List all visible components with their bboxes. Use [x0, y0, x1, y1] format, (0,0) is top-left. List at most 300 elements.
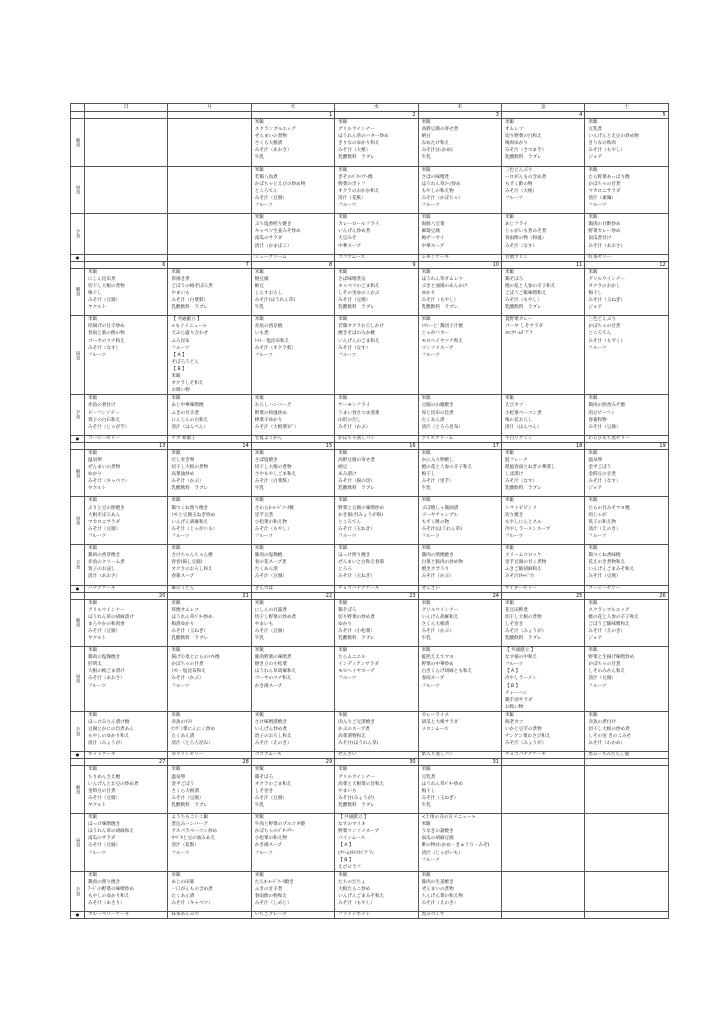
menu-item: 金時豆の甘煮 [88, 788, 116, 794]
menu-item: いんげんとえ豆の炒め物 [588, 134, 639, 140]
lunch-cell [335, 316, 418, 395]
snack-marker: ● [71, 254, 85, 261]
menu-item: 鮭照ええてマヨ [421, 655, 454, 661]
menu-item: 海老カツ [504, 720, 524, 726]
menu-item: 米飯 [88, 767, 98, 773]
menu-item: フルーツ [88, 850, 107, 856]
menu-item: みそ汁（あおさ） [88, 676, 125, 682]
menu-item: かぼちゃの甘煮 [171, 662, 204, 668]
menu-item: 温泉卵 [588, 457, 603, 463]
lunch-cell [168, 814, 251, 872]
menu-item: ほうれん草オムレツ [421, 276, 463, 282]
menu-item: いんげんごまみそ和え [338, 894, 385, 900]
menu-item: メロンムース [421, 727, 449, 733]
menu-item: 米飯 [254, 120, 264, 125]
menu-item: 米飯 [338, 767, 348, 773]
dinner-cell [251, 395, 334, 436]
menu-item: 南瓜煮付け [588, 236, 612, 242]
menu-item: 米飯 [338, 600, 348, 606]
menu-item: 焼豆腐 [254, 276, 269, 282]
menu-item: 鶏手羽サラダ [504, 697, 533, 703]
menu-item: ちりめんさえ焼 [88, 774, 121, 780]
menu-item: かき揚げ(みょうが和) [338, 512, 384, 518]
date-row-corner [71, 592, 85, 599]
dinner-cell [251, 871, 334, 912]
menu-item: 米飯 [338, 546, 348, 551]
menu-item: 豚肉の塩麹焼 [254, 553, 283, 559]
menu-item: 切り焼き [504, 512, 524, 518]
date-number: 15 [251, 442, 334, 449]
menu-item: かき揚スープ [254, 683, 282, 689]
menu-item: みそ汁（豆腐） [88, 843, 121, 849]
dinner-label: 夕食 [71, 395, 85, 436]
menu-item: さくら大根漬 [254, 141, 283, 147]
menu-item: ごぼうご飯味噌和え [504, 290, 547, 296]
menu-item: オクラのおかし [588, 283, 621, 289]
menu-item: 南瓜の胡麻豆腐 [421, 836, 454, 842]
lunch-cell [501, 497, 584, 545]
menu-item: スクランブルエッグ [254, 127, 296, 133]
lunch-row [71, 166, 669, 214]
menu-item: オクラしそ和え [171, 381, 204, 387]
menu-item: 米飯 [254, 546, 264, 551]
breakfast-row [71, 268, 669, 316]
date-number: 29 [251, 759, 334, 766]
menu-item: しば漬け [504, 472, 524, 478]
breakfast-cell [85, 119, 168, 167]
snack-cell: きんつば [251, 585, 334, 592]
menu-item: 米飯 [588, 396, 598, 402]
date-number: 23 [335, 592, 418, 599]
menu-item: 豆腐の山椒焼き [421, 403, 454, 409]
menu-item: パインムース [338, 836, 366, 842]
dinner-cell [85, 711, 168, 752]
breakfast-cell [251, 119, 334, 167]
snack-cell: 紅茶ゼリー [585, 254, 668, 261]
snack-cell: ホットケーキ [85, 752, 168, 759]
menu-item: 米飯 [338, 450, 348, 456]
menu-item: あじ中華味噌焼 [171, 403, 204, 409]
menu-item: 梅漬ゆかり [171, 621, 195, 627]
dinner-cell [585, 395, 668, 436]
menu-item: みそ汁（かぶ） [338, 424, 371, 430]
menu-item: いんげんごまみそ和え [588, 567, 635, 573]
menu-item: お吸い物 [171, 388, 190, 394]
menu-item: 豚肉の生姜焼き [421, 879, 454, 885]
menu-item: 乳酸飲料 ラブレ [338, 486, 375, 492]
menu-item: いんげんのごま和え [338, 338, 380, 344]
menu-item: もやしのゆかり和え [88, 894, 130, 900]
menu-item: さばの味噌煮 [421, 174, 450, 180]
snack-cell: ぜんざい [418, 585, 501, 592]
menu-item: ﾒﾛﾝｸﾘｰﾑﾀﾞﾃﾞﾅ [504, 331, 533, 337]
lunch-cell [335, 166, 418, 214]
menu-item: 大豆みそ [338, 236, 357, 242]
menu-item: 米飯 [421, 872, 431, 878]
menu-item: 鮭フレーク [504, 457, 528, 463]
menu-item: みそ汁（白菜麩） [254, 479, 292, 485]
menu-item: みそ汁（玉ねぎ） [588, 298, 626, 304]
menu-item: 米飯 [421, 546, 431, 551]
weekday-header-row [71, 104, 669, 112]
menu-item: ふきの甘辛煮 [171, 410, 199, 416]
menu-item: さけちゃんちゃん焼 [171, 553, 213, 559]
menu-item: ﾄﾏﾄ一塩昆布和え [171, 669, 206, 675]
monthly-menu-table [70, 103, 668, 942]
menu-item: みそ汁（豆腐） [171, 795, 204, 801]
menu-item: 清汁（あおさ） [88, 574, 121, 580]
dinner-row [71, 871, 669, 912]
snack-cell: バナナケーキ [85, 585, 168, 592]
menu-item: 切干し大根の煮物 [88, 283, 125, 289]
menu-item: 豆乳煮 [588, 127, 603, 133]
snack-marker: ● [71, 435, 85, 442]
lunch-cell [85, 166, 168, 214]
snack-cell: 抹茶あんみつ [168, 912, 251, 919]
menu-item: サーモンフライ [338, 403, 371, 409]
menu-item: 米飯 [421, 167, 431, 173]
menu-item: 高野豆腐の寄せ煮 [421, 127, 459, 133]
snack-cell: 紫入り蒸しパン [418, 752, 501, 759]
menu-item: 乳酸飲料 ラブレ [338, 635, 375, 641]
menu-item: 小松菜の和え物 [254, 519, 287, 525]
menu-item: 米飯 [88, 648, 98, 654]
menu-item: フルーツ [88, 352, 107, 358]
menu-item: みそ汁（わかめ） [588, 741, 626, 747]
menu-item: ふきご飯胡麻和え [504, 567, 542, 573]
menu-item: 白菜と豚肉の炒め物 [421, 560, 463, 566]
menu-item: 米飯 [588, 215, 598, 221]
menu-item: 中華スープ [338, 243, 361, 249]
snack-cell: 牛白リグミン [501, 435, 584, 442]
menu-item: 切干し野菜の炒め煮 [254, 614, 297, 620]
menu-item: いかと豆芋の煮物 [504, 727, 542, 733]
breakfast-label: 朝食 [71, 268, 85, 316]
menu-item: グリルウインナー [588, 276, 625, 282]
menu-item: 米飯 [588, 167, 598, 173]
menu-item: 米飯 [338, 317, 348, 323]
menu-item: 米飯 [171, 712, 181, 718]
snack-row [71, 585, 669, 592]
lunch-label: 昼食 [71, 316, 85, 395]
menu-item: オクラのおかか和え [338, 188, 380, 194]
dinner-row [71, 214, 669, 255]
menu-item: みそ汁(みょうが) [338, 795, 374, 801]
date-number [501, 759, 584, 766]
menu-item: マカロニサラダ [588, 188, 621, 194]
date-number: 9 [335, 261, 418, 268]
date-number: 27 [85, 759, 168, 766]
date-number: 18 [501, 442, 584, 449]
menu-item: 米飯 [421, 269, 431, 275]
date-number: 25 [501, 592, 584, 599]
menu-item: 乳酸飲料 ラブレ [338, 305, 375, 311]
snack-cell [501, 912, 584, 919]
lunch-cell [418, 316, 501, 395]
breakfast-cell [85, 599, 168, 647]
lunch-cell [85, 316, 168, 395]
menu-item: うなぎの蒲焼き [421, 829, 454, 835]
menu-item: ゆかり [88, 472, 102, 478]
date-number [585, 759, 668, 766]
dinner-cell [85, 214, 168, 255]
date-number: 1 [251, 112, 334, 119]
breakfast-cell [335, 766, 418, 814]
date-number: 10 [418, 261, 501, 268]
menu-item: フルーツ [421, 533, 440, 539]
menu-item: 乳酸飲料 ラブレ [504, 486, 542, 492]
date-number: 22 [251, 592, 334, 599]
menu-item: ほっけみりん漬け焼 [88, 720, 130, 726]
menu-item: しその実ゆのこかぶ [338, 290, 380, 296]
dinner-cell [585, 711, 668, 752]
lunch-cell [85, 647, 168, 712]
menu-item: ほうれん草のバター炒め [338, 134, 389, 140]
menu-item: ぶりと豆の照焼き [88, 505, 125, 511]
menu-item: 野菜コンソメスープ [338, 829, 379, 835]
lunch-cell [251, 166, 334, 214]
menu-item: ぜんまいの煮物 [254, 134, 287, 140]
menu-item: ｱｰﾄﾞの野菜の味噌炒め [88, 886, 134, 892]
menu-item: たくあん漬 [171, 734, 195, 740]
menu-item: たら野菜あっぱり焼 [588, 174, 630, 180]
menu-item: ほうれん草胡麻和え [254, 669, 297, 675]
menu-item: みそ汁（えのき） [421, 901, 459, 907]
date-number: 6 [85, 261, 168, 268]
date-number [168, 112, 251, 119]
menu-item: 乳酸飲料 ラブレ [338, 155, 375, 161]
menu-item: にしんの甘露煮 [254, 607, 287, 613]
menu-item: 鶏肉の香草焼き [88, 553, 121, 559]
breakfast-cell [251, 449, 334, 497]
menu-item: 三色どんぶり [504, 167, 533, 173]
breakfast-cell [501, 449, 584, 497]
dinner-label: 夕食 [71, 214, 85, 255]
menu-item: 牛乳 [421, 155, 431, 161]
menu-item: 米飯 [88, 498, 98, 504]
menu-item: 乳酸飲料 ラブレ [171, 635, 208, 641]
menu-item: 若鶏八角煮 [254, 174, 278, 180]
breakfast-cell [585, 119, 668, 167]
menu-item: 米飯 [421, 215, 431, 221]
breakfast-cell [168, 449, 251, 497]
menu-item: 米飯 [338, 120, 348, 125]
menu-item: 米飯 [504, 396, 515, 402]
menu-item: 牛乳 [254, 305, 264, 311]
menu-item: いんげんとお豆の炒め煮 [88, 781, 139, 787]
menu-item: 小松菜の和え物 [254, 836, 287, 842]
menu-item: ゆかり [421, 290, 436, 296]
menu-item: 派風春雨とねぎの華漬し [504, 465, 556, 470]
menu-item: みそ汁（豆腐） [88, 298, 121, 304]
menu-item: 米飯 [254, 215, 264, 221]
menu-item: 若鶏オクラおろしかけ [338, 324, 385, 330]
menu-item: フルーツ [88, 683, 107, 689]
menu-item: みそ汁（もやし） [421, 298, 459, 304]
menu-item: フルーツ [421, 352, 440, 358]
menu-item: 米飯 [254, 872, 264, 878]
menu-item: もやしのゆかり和え [88, 734, 130, 740]
menu-item: ぶきと油揚のあんかけ [421, 283, 468, 289]
menu-item: ふろ昆布 [171, 338, 190, 344]
menu-item: やまいも [338, 788, 357, 794]
menu-item: 【 B 】 [338, 857, 354, 863]
lunch-cell [335, 647, 418, 712]
menu-item: チャーハン [504, 690, 528, 696]
menu-item: 乳酸飲料 ラブレ [171, 802, 208, 808]
menu-item: 春雨スープ [421, 676, 445, 682]
menu-item: フルーツ [254, 533, 273, 539]
menu-item: チンゲン菜わさび和え [504, 734, 551, 740]
lunch-cell [418, 647, 501, 712]
dinner-cell [418, 545, 501, 586]
menu-item: 清汁（とろろ昆布） [421, 424, 463, 430]
breakfast-cell [85, 766, 168, 814]
menu-item: 米飯 [338, 396, 348, 402]
date-row-corner [71, 759, 85, 766]
lunch-cell [418, 166, 501, 214]
menu-item: 肉入りご豆漬焼き [338, 720, 375, 726]
lunch-row [71, 316, 669, 395]
menu-item: かに入り卵焼し [421, 457, 454, 463]
menu-item: ほうれん草ｺｰﾝ炒め [421, 181, 461, 187]
menu-item: 米飯 [421, 396, 431, 402]
date-number: 12 [585, 261, 668, 268]
menu-item: みそ汁(わかめ) [421, 148, 453, 154]
menu-item: 米飯 [171, 872, 181, 878]
menu-item: ゴーヤのツナ和え [88, 338, 125, 344]
menu-item: 清汁（はんぺん） [504, 424, 542, 430]
menu-item: おろしハンバーグ [254, 403, 292, 409]
lunch-cell [251, 497, 334, 545]
menu-item: ゴーヤチャンプル [421, 512, 458, 518]
menu-item: 山形のだし [338, 417, 362, 423]
menu-item: 金平ごぼう [588, 465, 612, 470]
menu-item: ジョア [588, 155, 603, 161]
menu-item: 米飯 [254, 269, 264, 275]
menu-item: 一口がんもの含め煮 [171, 886, 213, 892]
menu-item: 肝明太 [88, 662, 102, 668]
snack-cell: わらびもち黒ゼリー [585, 435, 668, 442]
menu-item: フルーツ [338, 352, 357, 358]
menu-item: 米飯 [254, 317, 264, 323]
menu-item: みそ汁（玉ねぎ） [338, 574, 375, 580]
menu-item: 夏野菜カレー [504, 317, 533, 323]
menu-item: 厚揚げの甘辛炒め [88, 324, 125, 330]
breakfast-label: 朝食 [71, 119, 85, 167]
menu-item: 米飯 [504, 600, 515, 606]
menu-item: 焼の花と人参の辛子和え [421, 465, 473, 470]
header-corner [71, 104, 85, 112]
menu-item: 【 B 】 [504, 683, 521, 689]
menu-item: 米飯 [338, 269, 348, 275]
dinner-cell [168, 871, 251, 912]
dinner-cell [168, 214, 251, 255]
menu-item: 海鮮八宝菜 [421, 222, 445, 228]
menu-item: 焼の花と人参の辛子和え [588, 614, 639, 620]
snack-row [71, 435, 669, 442]
menu-item: えびピラフ [338, 864, 362, 870]
menu-item: 焼き立の小松菜 [254, 662, 287, 668]
menu-item: 米飯 [88, 712, 98, 718]
menu-item: 【 A 】 [171, 352, 187, 358]
menu-item: みそ汁（オクラ麩） [254, 345, 297, 351]
menu-item: もやしの和え物 [421, 188, 454, 194]
menu-item: 【 B 】 [171, 366, 187, 372]
menu-item: 米飯 [171, 498, 181, 504]
menu-item: スクランブルエッグ [588, 607, 630, 613]
menu-item: 米飯 [588, 648, 598, 654]
dinner-cell [168, 395, 251, 436]
menu-item: ーロがんもの含め煮 [504, 174, 547, 180]
menu-item: 胡瓜と大根サラダ [421, 720, 459, 726]
snack-cell: 黒みつくず [418, 912, 501, 919]
menu-item: クリームコロッケ [504, 553, 542, 559]
menu-item: いも煮 [254, 331, 269, 337]
dinner-cell [251, 214, 334, 255]
menu-item: みそ汁（もやし） [588, 148, 626, 154]
menu-item: フルーツ [171, 533, 190, 539]
lunch-row [71, 497, 669, 545]
menu-item: 米飯 [338, 712, 348, 718]
menu-item: きりなのゆかり和え [338, 141, 380, 147]
menu-item: 清汁（とろろ昆布） [171, 741, 213, 747]
menu-item: ヤクルト [88, 635, 107, 641]
weekday-friday: 金 [501, 104, 584, 112]
menu-item: みそ汁（えのき） [588, 628, 626, 634]
menu-item: 清汁（豆腐） [588, 676, 616, 682]
menu-item: 米飯 [88, 546, 98, 551]
snack-cell: シュークリーム [251, 254, 334, 261]
menu-item: みそ汁（大根） [504, 188, 538, 194]
lunch-cell [418, 497, 501, 545]
menu-item: ゴーヤのツナ和え [254, 676, 292, 682]
menu-item: ゴーヤ しそサラダ [504, 324, 544, 330]
lunch-cell [501, 647, 584, 712]
menu-item: 米飯 [171, 546, 181, 551]
menu-item: 花えのき煮物和え [588, 560, 626, 566]
menu-item: 米飯 [338, 872, 348, 878]
menu-item: みそ汁（玉ねぎ） [338, 526, 375, 532]
menu-item: 米飯 [254, 498, 264, 504]
breakfast-cell [501, 119, 584, 167]
lunch-label: 昼食 [71, 814, 85, 872]
dinner-cell [335, 871, 418, 912]
menu-item: みそ汁（揚の切） [338, 479, 375, 485]
menu-item: 梅干し [421, 788, 436, 794]
menu-item: ふきの甘辛煮 [254, 886, 283, 892]
menu-item: 梅干し [588, 290, 603, 296]
menu-item: 米飯 [338, 498, 348, 504]
menu-item: 高菜と大根菜の旨和え [338, 781, 385, 787]
menu-item: 小松菜ベーコン煮 [504, 410, 542, 416]
lunch-cell [85, 814, 168, 872]
breakfast-cell [335, 599, 418, 647]
menu-item: みそ汁（なす） [588, 479, 621, 485]
breakfast-cell [335, 449, 418, 497]
menu-item: もずく酢の物 [504, 181, 533, 187]
lunch-cell [251, 316, 334, 395]
dinner-row [71, 395, 669, 436]
menu-item: 清汁（はんぺん） [171, 424, 209, 430]
date-number [85, 112, 168, 119]
menu-item: 切干し大根の煮物 [171, 465, 209, 470]
menu-item: 米飯 [254, 648, 264, 654]
menu-item: 中華スープ [421, 243, 445, 249]
menu-item: ぜんまいの煮物 [421, 886, 454, 892]
lunch-cell [168, 316, 251, 395]
breakfast-cell [251, 766, 334, 814]
